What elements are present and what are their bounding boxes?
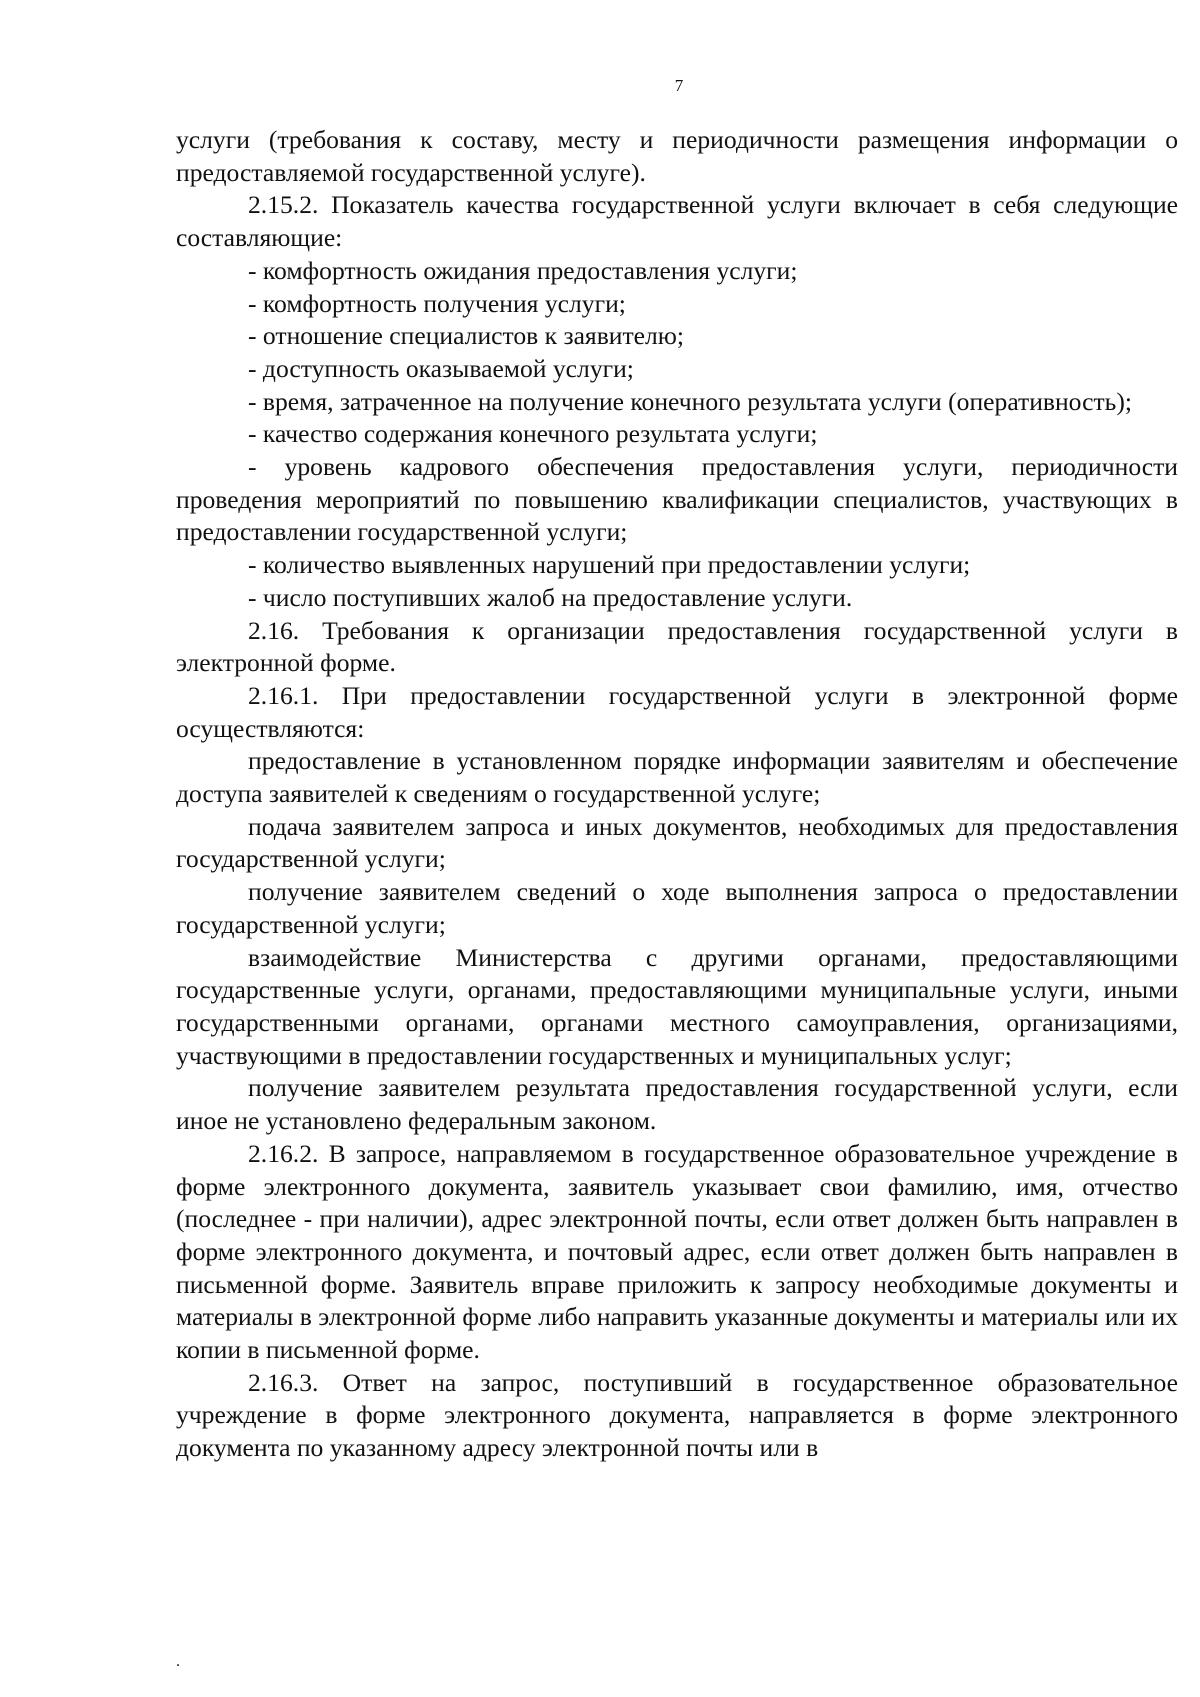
paragraph: - комфортность ожидания предоставления услуги; [248,255,798,285]
paragraph: 2.16.1. При предоставлении государственной услуги в электронной форме осуществляются: [176,680,1178,743]
paragraph: 2.16.2. В запросе, направляемом в государственное образовательное учреждение в форме электронного документа, заявитель указывает свои фамилию, имя, отчество (последнее - при наличии), адрес электронной почты, если ответ должен быть направлен в форме электронного документа, и почтовый адрес, если ответ должен быть направлен в письменной форме. Заявитель вправе приложить к запросу необходимые документы и материалы в электронной форме либо направить указанные документы и материалы или их копии в письменной форме. [176,1138,1178,1365]
paragraph: получение заявителем результата предоставления государственной услуги, если иное не установлено федеральным законом. [176,1073,1178,1136]
paragraph: - отношение специалистов к заявителю; [248,321,685,351]
paragraph: 2.15.2. Показатель качества государственной услуги включает в себя следующие составляющие: [176,190,1178,253]
paragraph: - доступность оказываемой услуги; [248,353,634,383]
paragraph: - комфортность получения услуги; [248,288,626,318]
paragraph: - качество содержания конечного результата услуги; [248,419,818,449]
paragraph: получение заявителем сведений о ходе выполнения запроса о предоставлении государственной услуги; [176,877,1178,939]
paragraph: услуги (требования к составу, месту и периодичности размещения информации о предоставляемой государственной услуге). [176,125,1178,187]
paragraph: - время, затраченное на получение конечного результата услуги (оперативность); [248,386,1132,416]
paragraph: - количество выявленных нарушений при предоставлении услуги; [248,550,971,580]
document-body [176,124,1178,1465]
paragraph: предоставление в установленном порядке информации заявителям и обеспечение доступа заявителей к сведениям о государственной услуге; [176,746,1178,809]
paragraph: - уровень кадрового обеспечения предоставления услуги, периодичности проведения мероприятий по повышению квалификации специалистов, участвующих в предоставлении государственной услуги; [176,452,1178,547]
paragraph: - число поступивших жалоб на предоставление услуги. [248,582,853,612]
stray-mark: . [176,1653,180,1670]
paragraph: 2.16.3. Ответ на запрос, поступивший в государственное образовательное учреждение в форме электронного документа, направляется в форме электронного документа по указанному адресу электронной почты или в [176,1367,1178,1463]
paragraph: подача заявителем запроса и иных документов, необходимых для предоставления государственной услуги; [176,811,1178,874]
paragraph: 2.16. Требования к организации предоставления государственной услуги в электронной форме. [176,615,1178,678]
paragraph: взаимодействие Министерства с другими органами, предоставляющими государственные услуги, органами, предоставляющими муниципальные услуги, иными государственными органами, органами местного самоуправления, организациями, участвующими в предоставлении государственных и муниципальных услуг; [176,942,1178,1070]
page-number: 7 [674,76,684,95]
